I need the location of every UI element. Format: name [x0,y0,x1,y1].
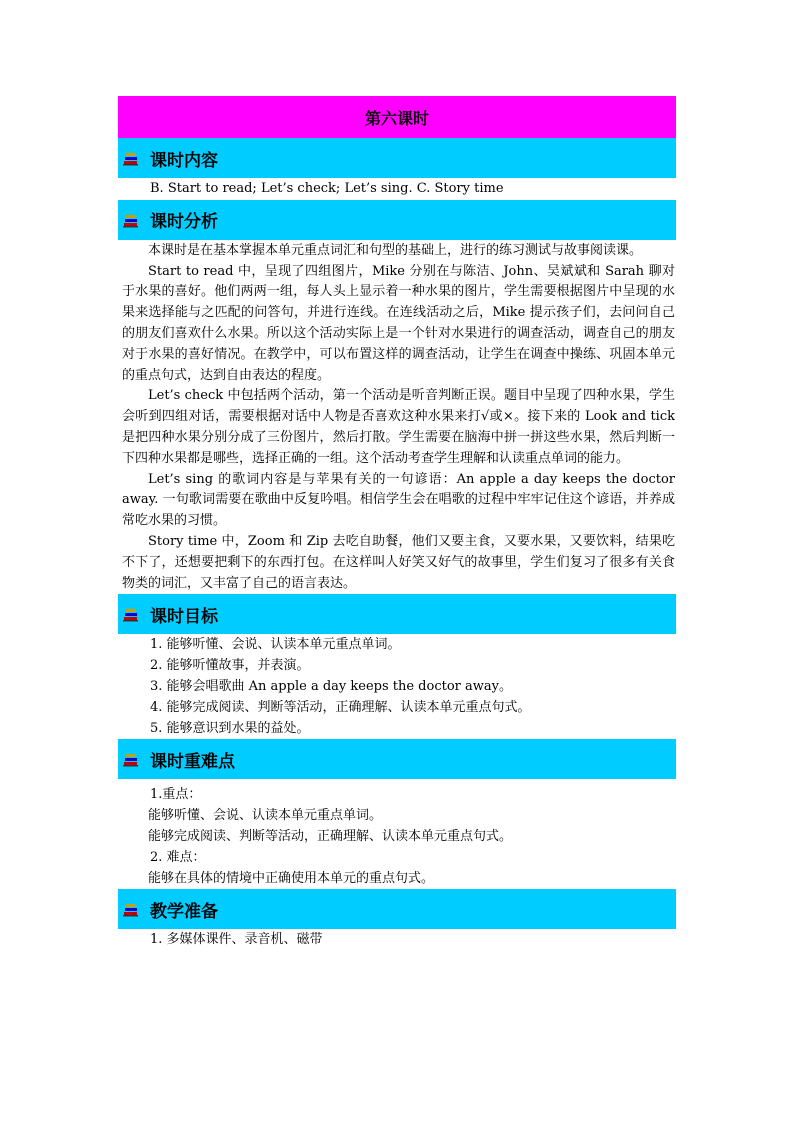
section-body-preparation [118,929,676,951]
key-point-line: 能够在具体的情境中正确使用本单元的重点句式。 [148,870,435,886]
content-text: B. Start to read; Let’s check; Let’s sing. C. Story time [150,181,504,196]
objective-item: 4. 能够完成阅读、判断等活动，正确理解、认读本单元重点句式。 [150,699,531,715]
book-stack-icon [122,606,140,622]
section-heading: 课时目标 [150,606,218,627]
objective-item: 1. 能够听懂、会说、认读本单元重点单词。 [150,637,401,653]
analysis-paragraph: Let’s check 中包括两个活动，第一个活动是听音判断正误。题目中呈现了四种水果，学生会听到四组对话，需要根据对话中人物是否喜欢这种水果来打√或×。接下来的 Look and tick 是把四种水果分别分成了三份图片，然后打散。学生需要在脑海中拼一拼这些水果，然后判断一下四种水果都是哪些，选择正确的一组。这个活动考查学生理解和认读重点单词的能力。 [122,388,675,466]
preparation-item: 1. 多媒体课件、录音机、磁带 [150,932,323,948]
book-stack-icon [122,901,140,917]
section-body-content [118,178,676,200]
section-body-objectives [118,634,676,739]
section-header-analysis [118,200,676,240]
analysis-paragraph: Story time 中，Zoom 和 Zip 去吃自助餐，他们又要主食，又要水果，又要饮料，结果吃不下了，还想要把剩下的东西打包。在这样叫人好笑又好气的故事里，学生们复习了很多有关食物类的词汇，又丰富了自己的语言表达。 [122,533,675,591]
book-stack-icon [122,212,140,228]
key-point-line: 2. 难点： [150,849,206,865]
section-body-analysis [118,240,676,595]
key-point-line: 能够听懂、会说、认读本单元重点单词。 [148,808,383,824]
objective-item: 5. 能够意识到水果的益处。 [150,720,310,736]
analysis-paragraph: 本课时是在基本掌握本单元重点词汇和句型的基础上，进行的练习测试与故事阅读课。 [148,242,643,258]
book-stack-icon [122,751,140,767]
section-header-objectives [118,594,676,634]
section-heading: 课时分析 [150,212,218,233]
analysis-paragraph: Start to read 中，呈现了四组图片，Mike 分别在与陈洁、John、吴斌斌和 Sarah 聊对于水果的喜好。他们两两一组，每人头上显示着一种水果的图片，学生需要根据图片中呈现的水果来选择能与之匹配的问答句，并进行连线。在连线活动之后，Mike 提示孩子们，去问问自己的朋友们喜欢什么水果。所以这个活动实际上是一个针对水果进行的调查活动，调查自己的朋友对于水果的喜好情况。在教学中，可以布置这样的调查活动，让学生在调查中操练、巩固本单元的重点句式，达到自由表达的程度。 [122,263,675,383]
objective-item: 3. 能够会唱歌曲 An apple a day keeps the doctor away。 [150,678,512,694]
section-heading: 教学准备 [150,901,218,922]
key-point-line: 1.重点： [150,787,202,803]
objective-item: 2. 能够听懂故事，并表演。 [150,658,310,674]
section-heading: 课时内容 [150,150,218,171]
lesson-title-bar [118,96,676,138]
section-heading: 课时重难点 [150,751,235,772]
lesson-title: 第六课时 [364,108,429,128]
key-point-line: 能够完成阅读、判断等活动，正确理解、认读本单元重点句式。 [148,828,513,844]
section-header-preparation [118,889,676,929]
analysis-paragraph: Let’s sing 的歌词内容是与苹果有关的一句谚语：An apple a day keeps the doctor away. 一句歌词需要在歌曲中反复吟唱。相信学生会在唱歌的过程中牢牢记住这个谚语，并养成常吃水果的习惯。 [122,471,675,529]
section-header-key-points [118,739,676,779]
book-stack-icon [122,150,140,166]
section-body-key-points [118,779,676,889]
section-header-content [118,138,676,178]
lesson-plan-document [118,96,676,951]
